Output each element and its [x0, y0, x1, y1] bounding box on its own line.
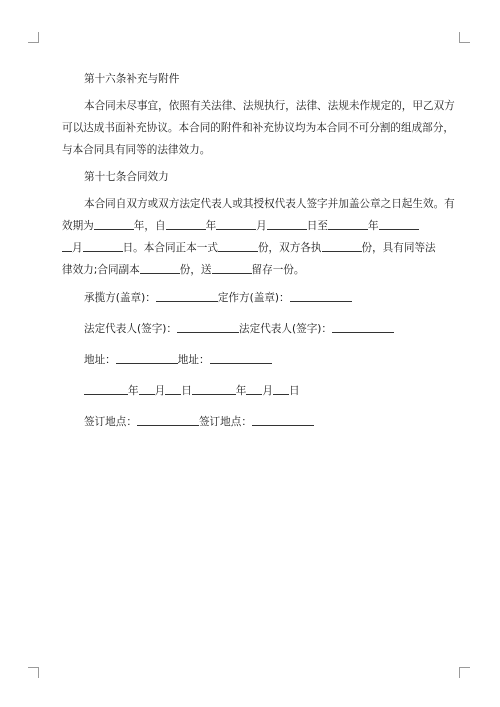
date2-day-blank[interactable] — [273, 383, 289, 395]
contractor-rep-blank[interactable] — [177, 321, 239, 333]
client-rep-label: 法定代表人(签字)： — [239, 323, 333, 335]
text-month: 月 — [72, 242, 83, 254]
date-row — [62, 378, 442, 405]
text-year: 年 — [367, 220, 379, 232]
client-rep-blank[interactable] — [332, 321, 394, 333]
text-original-copies: 日。本合同正本一式 — [122, 242, 218, 254]
article16-para-line-2: 可以达成书面补充协议。本合同的附件和补充协议均为本合同不可分割的组成部分， — [62, 122, 454, 134]
seal-row — [62, 285, 442, 312]
article17-line-4 — [62, 259, 442, 281]
month-label: 月 — [154, 385, 166, 397]
client-seal-label: 定作方(盖章)： — [217, 292, 290, 304]
place-row — [62, 409, 442, 436]
article16-para-line-3: 与本合同具有同等的法律效力。 — [62, 144, 211, 156]
contractor-seal-blank[interactable] — [156, 290, 218, 302]
text-keep-copy: 留存一份。 — [251, 264, 305, 276]
blank-term-years[interactable] — [94, 218, 134, 230]
representative-row — [62, 316, 442, 343]
day-label: 日 — [288, 385, 300, 397]
day-label: 日 — [181, 385, 192, 397]
contractor-place-blank[interactable] — [137, 414, 199, 426]
date1-month-blank[interactable] — [139, 383, 155, 395]
text-equal-effect: 份，具有同等法 — [361, 242, 436, 254]
article17-line-2 — [62, 215, 442, 237]
blank-each-count[interactable] — [322, 240, 362, 252]
blank-end-day[interactable] — [83, 240, 123, 252]
year-label: 年 — [128, 385, 139, 397]
date2-month-blank[interactable] — [246, 383, 262, 395]
article17-line-3 — [62, 237, 442, 259]
blank-recipient[interactable] — [212, 262, 252, 274]
blank-end-month[interactable] — [62, 240, 72, 252]
date1-year-blank[interactable] — [84, 383, 128, 395]
blank-end-month-part[interactable] — [379, 218, 419, 230]
article16-heading: 第十六条补充与附件 — [84, 73, 180, 85]
contractor-place-label: 签订地点： — [84, 416, 137, 428]
text-year: 年 — [205, 220, 217, 232]
client-address-label: 地址： — [177, 354, 210, 366]
address-row — [62, 347, 442, 374]
blank-duplicate-count[interactable] — [140, 262, 180, 274]
client-seal-blank[interactable] — [290, 290, 352, 302]
date2-year-blank[interactable] — [192, 383, 236, 395]
crop-mark-bottom-right — [459, 667, 470, 678]
article17-line-1: 本合同自双方或双方法定代表人或其授权代表人签字并加盖公章之日起生效。有 — [84, 198, 455, 210]
text-month: 月 — [256, 220, 267, 232]
contractor-address-label: 地址： — [84, 354, 116, 366]
crop-mark-top-left — [28, 32, 39, 43]
contractor-rep-label: 法定代表人(签字)： — [84, 323, 178, 335]
blank-start-year[interactable] — [166, 218, 206, 230]
month-label: 月 — [262, 385, 273, 397]
client-place-label: 签订地点： — [198, 416, 252, 428]
blank-original-count[interactable] — [218, 240, 258, 252]
contractor-seal-label: 承揽方(盖章)： — [84, 292, 156, 304]
client-address-blank[interactable] — [210, 352, 272, 364]
client-place-blank[interactable] — [252, 414, 314, 426]
contractor-address-blank[interactable] — [116, 352, 178, 364]
text-from: 年，自 — [133, 220, 166, 232]
year-label: 年 — [235, 385, 247, 397]
text-validity: 效期为 — [62, 220, 94, 232]
article17-heading: 第十七条合同效力 — [84, 171, 169, 183]
blank-end-year[interactable] — [328, 218, 368, 230]
text-until: 日至 — [306, 220, 328, 232]
article16-para-line-1: 本合同未尽事宜，依照有关法律、法规执行，法律、法规未作规定的，甲乙双方 — [84, 100, 455, 112]
text-each-hold: 份，双方各执 — [257, 242, 322, 254]
crop-mark-top-right — [459, 32, 470, 43]
date1-day-blank[interactable] — [165, 383, 181, 395]
text-duplicate: 律效力;合同副本 — [62, 264, 140, 276]
crop-mark-bottom-left — [28, 667, 39, 678]
blank-start-month[interactable] — [216, 218, 256, 230]
blank-start-day[interactable] — [267, 218, 307, 230]
contract-body — [62, 68, 455, 436]
text-send-to: 份，送 — [179, 264, 212, 276]
